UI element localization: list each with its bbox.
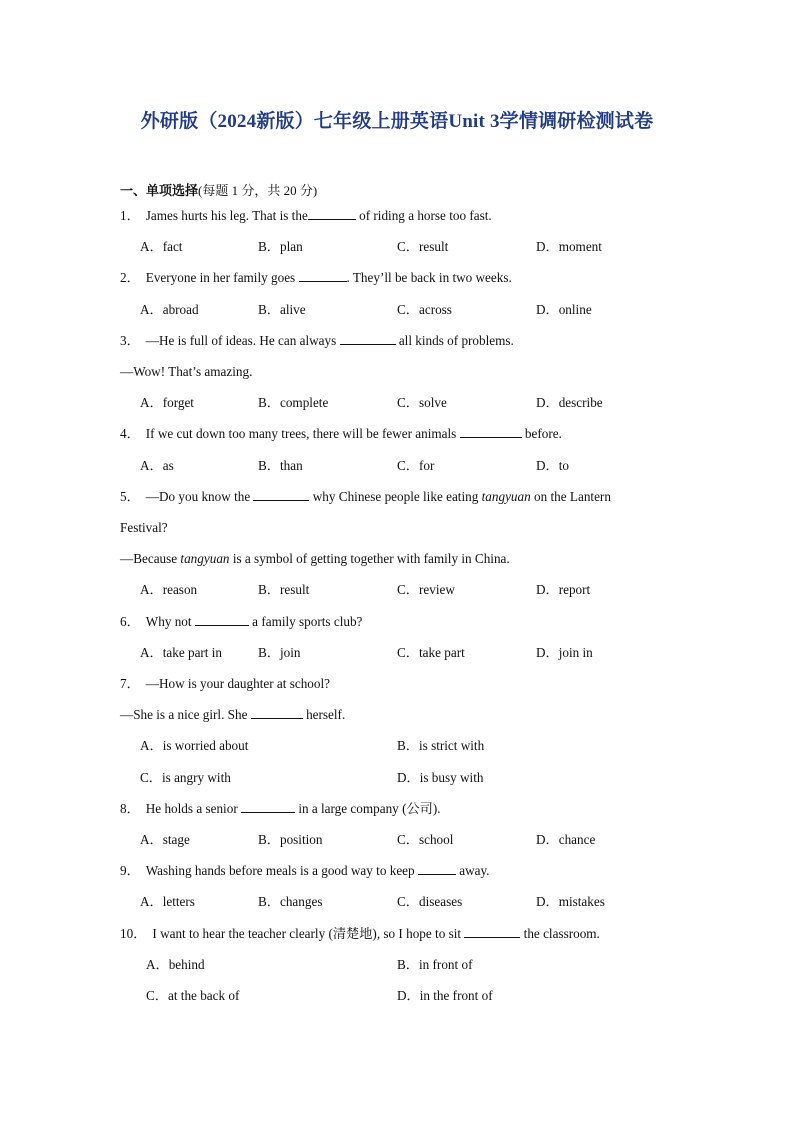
answer-option[interactable]: C．school	[397, 832, 454, 847]
question-text: the classroom.	[520, 925, 600, 941]
answer-blank	[253, 488, 309, 501]
question-text: Why not	[145, 613, 195, 629]
page-title: 外研版（2024新版）七年级上册英语Unit 3学情调研检测试卷	[140, 111, 654, 132]
question-line	[120, 613, 362, 631]
answer-option[interactable]: A．take part in	[140, 644, 223, 660]
question-text: all kinds of problems.	[395, 332, 514, 348]
answer-blank	[241, 800, 295, 813]
question-text: herself.	[302, 707, 346, 723]
question-line	[120, 363, 252, 381]
answer-option[interactable]: A．abroad	[140, 301, 199, 317]
answer-option[interactable]: D．join in	[536, 644, 593, 660]
answer-option[interactable]: A．reason	[140, 582, 198, 598]
question-text: —Do you know the	[145, 488, 254, 504]
answer-option[interactable]: D．report	[536, 582, 591, 598]
answer-option[interactable]: D．mistakes	[536, 894, 605, 910]
question-text: Festival?	[120, 520, 168, 535]
answer-option[interactable]: D．in the front of	[397, 988, 493, 1003]
question-number: 10．	[120, 925, 147, 941]
question-text: a family sports club?	[248, 613, 363, 629]
question-text: is a symbol of getting together with family in China.	[229, 551, 510, 567]
section-heading	[120, 180, 317, 199]
question-line	[120, 706, 345, 724]
question-number: 2．	[120, 270, 140, 286]
answer-option[interactable]: D．moment	[536, 239, 602, 255]
answer-option[interactable]: C．across	[397, 301, 452, 317]
answer-option[interactable]: C．at the back of	[146, 988, 240, 1003]
answer-option[interactable]: A．letters	[140, 894, 195, 910]
question-text: tangyuan	[481, 488, 531, 504]
answer-option[interactable]: C．result	[397, 239, 449, 255]
answer-option[interactable]: B．result	[258, 582, 310, 598]
question-text: —He is full of ideas. He can always	[145, 332, 340, 348]
answer-option[interactable]: D．to	[536, 457, 569, 473]
answer-option[interactable]: C．solve	[397, 395, 447, 411]
answer-option[interactable]: A．stage	[140, 832, 190, 847]
question-text: I want to hear the teacher clearly (清楚地), so I hope to sit	[152, 925, 465, 941]
question-line	[120, 800, 441, 818]
question-number: 9．	[120, 863, 140, 879]
answer-option[interactable]: B．position	[258, 832, 323, 847]
answer-blank	[418, 862, 456, 875]
answer-option[interactable]: C．review	[397, 582, 455, 598]
question-line	[120, 269, 512, 287]
answer-option[interactable]: B．alive	[258, 301, 306, 317]
question-text: He holds a senior	[145, 800, 242, 816]
answer-blank	[251, 706, 303, 719]
answer-option[interactable]: D．describe	[536, 395, 603, 411]
question-number: 4．	[120, 426, 140, 442]
question-line	[120, 675, 330, 693]
question-number: 8．	[120, 800, 140, 816]
answer-option[interactable]: D．is busy with	[397, 769, 484, 785]
question-text: . They’ll be back in two weeks.	[346, 270, 512, 286]
answer-blank	[460, 425, 522, 438]
question-number: 6．	[120, 613, 140, 629]
section-label: 一、单项选择	[120, 183, 199, 198]
question-line	[120, 488, 611, 506]
answer-option[interactable]: B．plan	[258, 239, 303, 255]
question-text: If we cut down too many trees, there will be fewer animals	[145, 426, 460, 442]
question-number: 1．	[120, 208, 140, 223]
question-text: James hurts his leg. That is the	[145, 208, 308, 223]
question-text: away.	[455, 863, 490, 879]
answer-option[interactable]: C．diseases	[397, 894, 463, 910]
question-text: tangyuan	[180, 551, 230, 567]
question-text: before.	[521, 426, 562, 442]
section-note: (每题 1 分，共 20 分)	[198, 183, 318, 198]
question-text: —She is a nice girl. She	[120, 707, 251, 723]
answer-blank	[464, 925, 520, 938]
question-text: why Chinese people like eating	[309, 488, 482, 504]
answer-option[interactable]: C．for	[397, 457, 435, 473]
answer-option[interactable]: A．behind	[146, 956, 205, 972]
question-line	[120, 332, 514, 350]
question-text: —Because	[120, 551, 181, 567]
question-text: —How is your daughter at school?	[145, 676, 331, 691]
answer-option[interactable]: B．join	[258, 644, 301, 660]
question-line	[120, 207, 492, 225]
answer-blank	[340, 332, 396, 345]
question-line	[120, 925, 600, 943]
answer-blank	[299, 269, 347, 282]
answer-option[interactable]: B．than	[258, 457, 303, 473]
answer-option[interactable]: A．is worried about	[140, 738, 249, 754]
answer-blank	[195, 613, 249, 626]
answer-option[interactable]: A．fact	[140, 239, 183, 255]
answer-option[interactable]: D．online	[536, 301, 592, 317]
question-line	[120, 425, 562, 443]
question-line	[120, 550, 510, 568]
answer-option[interactable]: B．changes	[258, 894, 323, 910]
question-number: 5．	[120, 488, 140, 504]
question-number: 7．	[120, 676, 140, 691]
answer-option[interactable]: B．in front of	[397, 956, 473, 972]
answer-option[interactable]: B．is strict with	[397, 738, 485, 754]
question-text: Washing hands before meals is a good way to keep	[145, 863, 418, 879]
answer-option[interactable]: A．forget	[140, 395, 194, 411]
question-line	[120, 862, 489, 880]
answer-option[interactable]: B．complete	[258, 395, 329, 411]
answer-option[interactable]: A．as	[140, 457, 174, 473]
question-text: on the Lantern	[530, 488, 611, 504]
answer-blank	[308, 207, 356, 220]
question-text: of riding a horse too fast.	[355, 208, 492, 223]
answer-option[interactable]: C．take part	[397, 644, 465, 660]
answer-option[interactable]: D．chance	[536, 832, 596, 847]
question-line	[120, 519, 168, 537]
question-text: in a large company (公司).	[295, 800, 441, 816]
question-number: 3．	[120, 332, 140, 348]
question-text: Everyone in her family goes	[145, 270, 299, 286]
question-text: —Wow! That’s amazing.	[120, 364, 253, 379]
answer-option[interactable]: C．is angry with	[140, 769, 231, 785]
